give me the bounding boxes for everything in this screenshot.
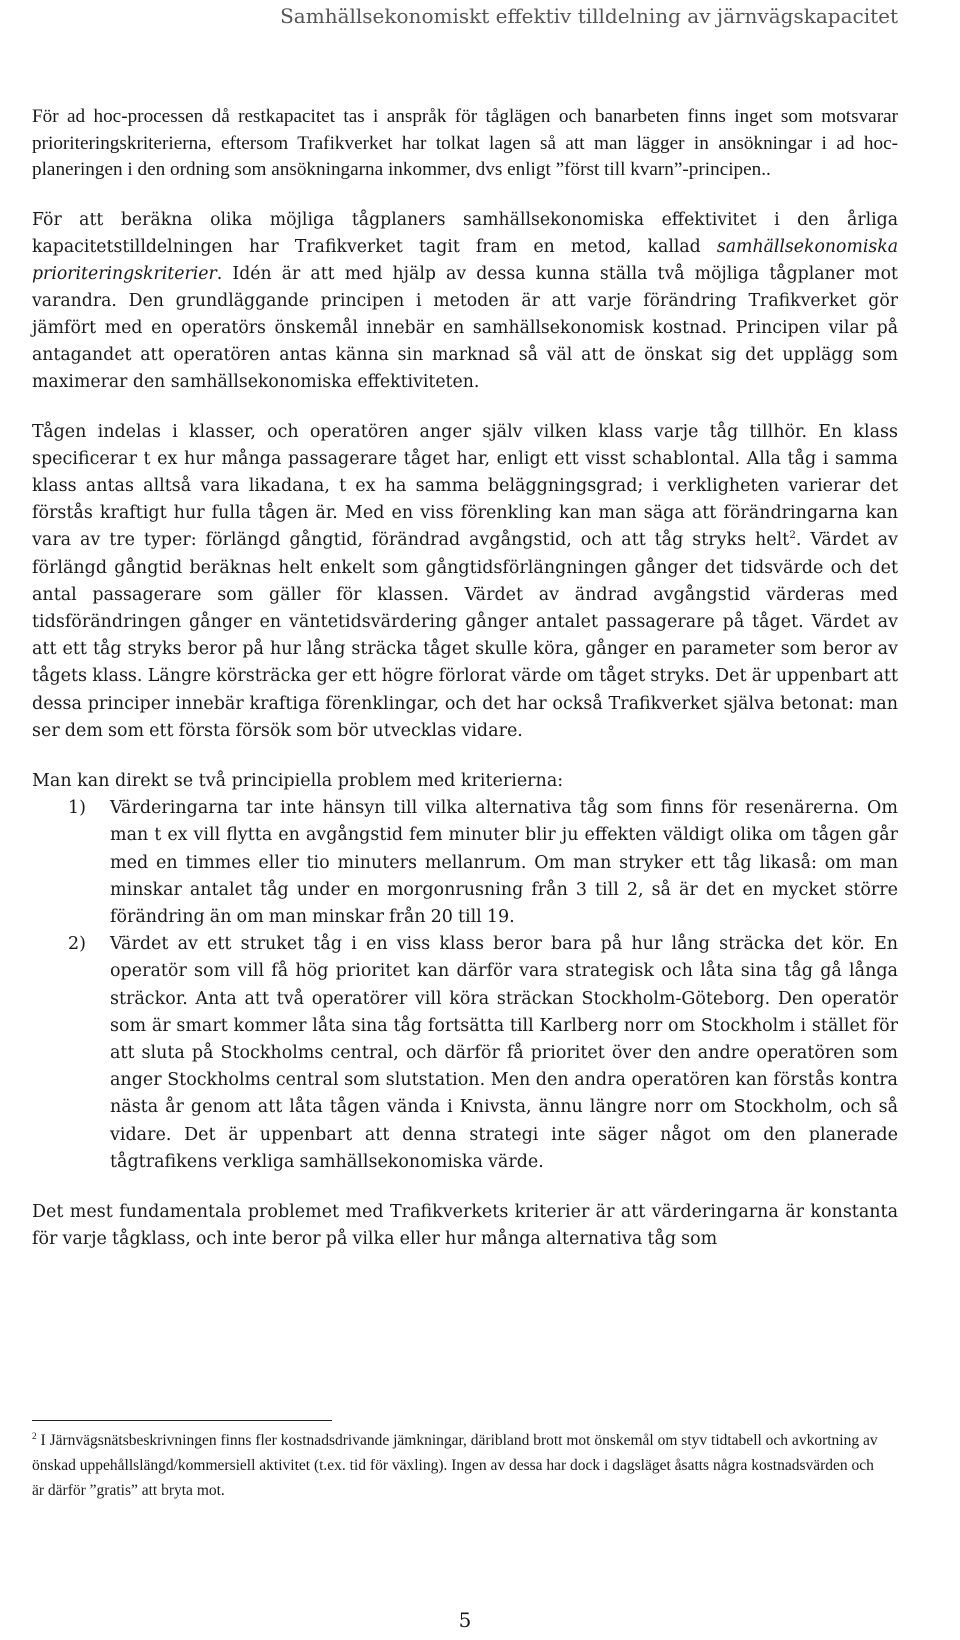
list-item-text: Värdet av ett struket tåg i en viss klass beror bara på hur lång sträcka det kör. En operatör som vill få hög prioritet kan därför vara strategisk och låta sina tåg gå långa sträckor. Anta att två operatörer vill köra sträckan Stockholm-Göteborg. Den operatör som är smart kommer låta sina tåg fortsätta till Karlberg norr om Stockholm i stället för att sluta på Stockholms central, och därför få prioritet över den andre operatören som anger Stockholms central som slutstation. Men den andra operatören kan förstås kontra nästa år genom att låta tågen vända i Knivsta, ännu längre norr om Stockholm, och så vidare. Det är uppenbart att denna strategi inte säger något om den planerade tågtrafikens verkliga samhällsekonomiska värde. <box>110 934 898 1172</box>
list-item-number: 2) <box>68 934 86 955</box>
body-text <box>32 104 898 1276</box>
footnote-divider <box>32 1420 332 1421</box>
paragraph-classes-text-2: . Värdet av förlängd gångtid beräknas helt enkelt som gångtidsförlängningen gånger det tidsvärde och det antal passagerare som gäller för klassen. Värdet av ändrad avgångstid värderas med tidsförändringen gånger en väntetidsvärdering gånger antalet passagerare på tåget. Värdet av att ett tåg stryks beror på hur lång sträcka tåget skulle köra, gånger en parameter som beror av tågets klass. Längre körsträcka ger ett högre förlorat värde om tåget stryks. Det är uppenbart att dessa principer innebär kraftiga förenklingar, och det har också Trafikverket själva betonat: man ser dem som ett första försök som bör utvecklas vidare. <box>32 530 898 741</box>
footnote-reference: 2 <box>789 529 796 542</box>
paragraph-method-text-2: . Idén är att med hjälp av dessa kunna ställa två möjliga tågplaner mot varandra. Den grundläggande principen i metoden är att varje förändring Trafikverket gör jämfört med en operatörs önskemål innebär en samhällsekonomisk kostnad. Principen vilar på antagandet att operatören antas känna sin marknad så väl att de önskat sig det upplägg som maximerar den samhällsekonomiska effektiviteten. <box>32 263 898 392</box>
footnote <box>32 1428 882 1503</box>
paragraph-adhoc: För ad hoc-processen då restkapacitet tas i anspråk för tåglägen och banarbeten finns inget som motsvarar prioriteringskriterierna, eftersom Trafikverket har tolkat lagen så att man lägger in ansökningar i ad hoc-planeringen i den ordning som ansökningarna inkommer, dvs enligt ”först till kvarn”-principen.. <box>32 106 898 180</box>
list-item <box>32 795 898 931</box>
paragraph-train-classes <box>32 419 898 745</box>
paragraph-method <box>32 207 898 396</box>
problems-lead: Man kan direkt se två principiella problem med kriterierna: <box>32 770 564 791</box>
footnote-text: I Järnvägsnätsbeskrivningen finns fler kostnadsdrivande jämkningar, däribland brott mot önskemål om styv tidtabell och avkortning av önskad uppehållslängd/kommersiell aktivitet (t.ex. tid för växling). Ingen av dessa har dock i dagsläget åsatts några kostnadsvärden och är därför ”gratis” att bryta mot. <box>32 1432 878 1499</box>
running-header: Samhällsekonomiskt effektiv tilldelning av järnvägskapacitet <box>280 4 898 28</box>
paragraph-fundamental-problem: Det mest fundamentala problemet med Trafikverkets kriterier är att värderingarna är konstanta för varje tågklass, och inte beror på vilka eller hur många alternativa tåg som <box>32 1201 898 1250</box>
paragraph-classes-text-1: Tågen indelas i klasser, och operatören anger själv vilken klass varje tåg tillhör. En klass specificerar t ex hur många passagerare tåget har, enligt ett visst schablontal. Alla tåg i samma klass antas alltså vara likadana, t ex ha samma beläggningsgrad; i verkligheten varierar det förstås kraftigt hur fulla tågen är. Med en viss förenkling kan man säga att förändringarna kan vara av tre typer: förlängd gångtid, förändrad avgångstid, och att tåg stryks helt <box>32 421 898 551</box>
list-item-number: 1) <box>68 798 86 819</box>
paragraph-method-text-1: För att beräkna olika möjliga tågplaners samhällsekonomiska effektivitet i den årliga kapacitetstilldelningen har Trafikverket tagit fram en metod, kallad <box>32 209 898 257</box>
list-item-text: Värderingarna tar inte hänsyn till vilka alternativa tåg som finns för resenärerna. Om man t ex vill flytta en avgångstid fem minuter blir ju effekten väldigt olika om tågen går med en timmes eller tio minuters mellanrum. Om man stryker ett tåg likaså: om man minskar antalet tåg under en morgonrusning från 3 till 2, så är det en mycket större förändring än om man minskar från 20 till 19. <box>110 798 898 927</box>
document-page <box>32 0 898 1640</box>
footnote-marker: 2 <box>32 1431 37 1442</box>
page-number: 5 <box>458 1608 472 1632</box>
list-item <box>32 931 898 1176</box>
problems-list <box>32 795 898 1176</box>
paragraph-method-italic-term: samhällsekonomiska prioriteringskriterier <box>32 236 898 284</box>
